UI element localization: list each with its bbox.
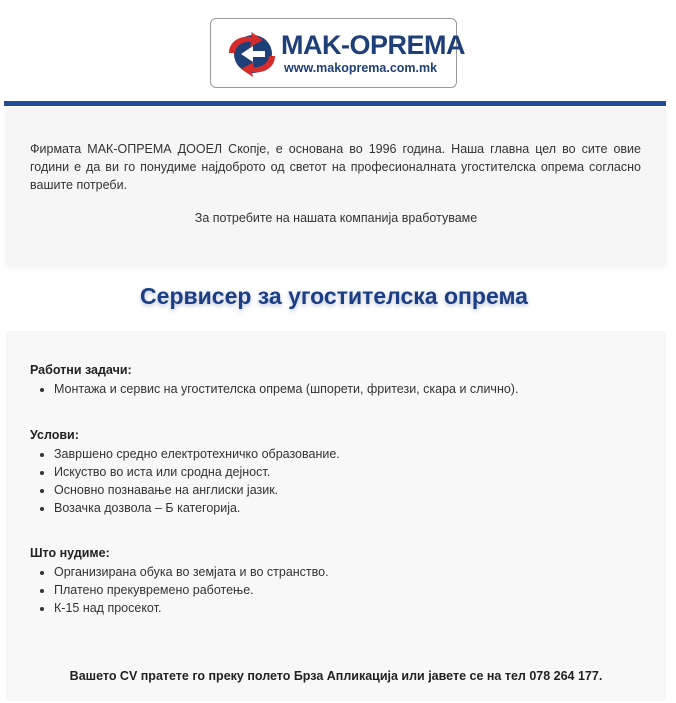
job-details-panel: [6, 331, 666, 701]
list-item: • Основно познавање на англиски јазик.: [54, 481, 650, 499]
list-item: • К-15 над просекот.: [54, 599, 650, 617]
section-heading: Услови:: [30, 428, 79, 442]
list-item: • Возачка дозвола – Б категорија.: [54, 499, 650, 517]
section-offer: [30, 545, 650, 617]
tasks-list: [30, 380, 650, 398]
company-logo: [210, 18, 465, 88]
offer-list: [30, 563, 650, 617]
list-item: • Организирана обука во земјата и во странство.: [54, 563, 650, 581]
section-heading: Работни задачи:: [30, 363, 132, 377]
requirements-list: [30, 445, 650, 517]
list-item: • Платено прекувремено работење.: [54, 581, 650, 599]
intro-panel: [6, 107, 666, 265]
hiring-line: За потребите на нашата компанија вработуваме: [194, 211, 478, 225]
apply-instructions: Вашето CV пратете го преку полето Брза Апликација или јавете се на тел 078 264 177.: [69, 669, 603, 683]
logo-arrows-icon: [223, 31, 279, 77]
intro-paragraph: Фирмата МАК-ОПРЕМА ДООЕЛ Скопје, е основана во 1996 година. Наша главна цел во сите овие години е да ви го понудиме најдоброто од светот на професионалната угостителска опрема согласно вашите потреби.: [30, 142, 641, 192]
section-heading: Што нудиме:: [30, 546, 110, 560]
list-item: • Завршено средно електротехничко образование.: [54, 445, 650, 463]
header-divider: [4, 101, 666, 106]
logo-company-name: MAK-OPREMA: [281, 30, 465, 60]
logo-website: www.makoprema.com.mk: [284, 61, 438, 75]
section-tasks: [30, 362, 650, 398]
section-requirements: [30, 427, 650, 517]
job-title: Сервисер за угостителска опрема: [140, 283, 528, 309]
list-item: • Искуство во иста или сродна дејност.: [54, 463, 650, 481]
list-item: • Монтажа и сервис на угостителска опрема (шпорети, фритези, скара и слично).: [54, 380, 650, 398]
